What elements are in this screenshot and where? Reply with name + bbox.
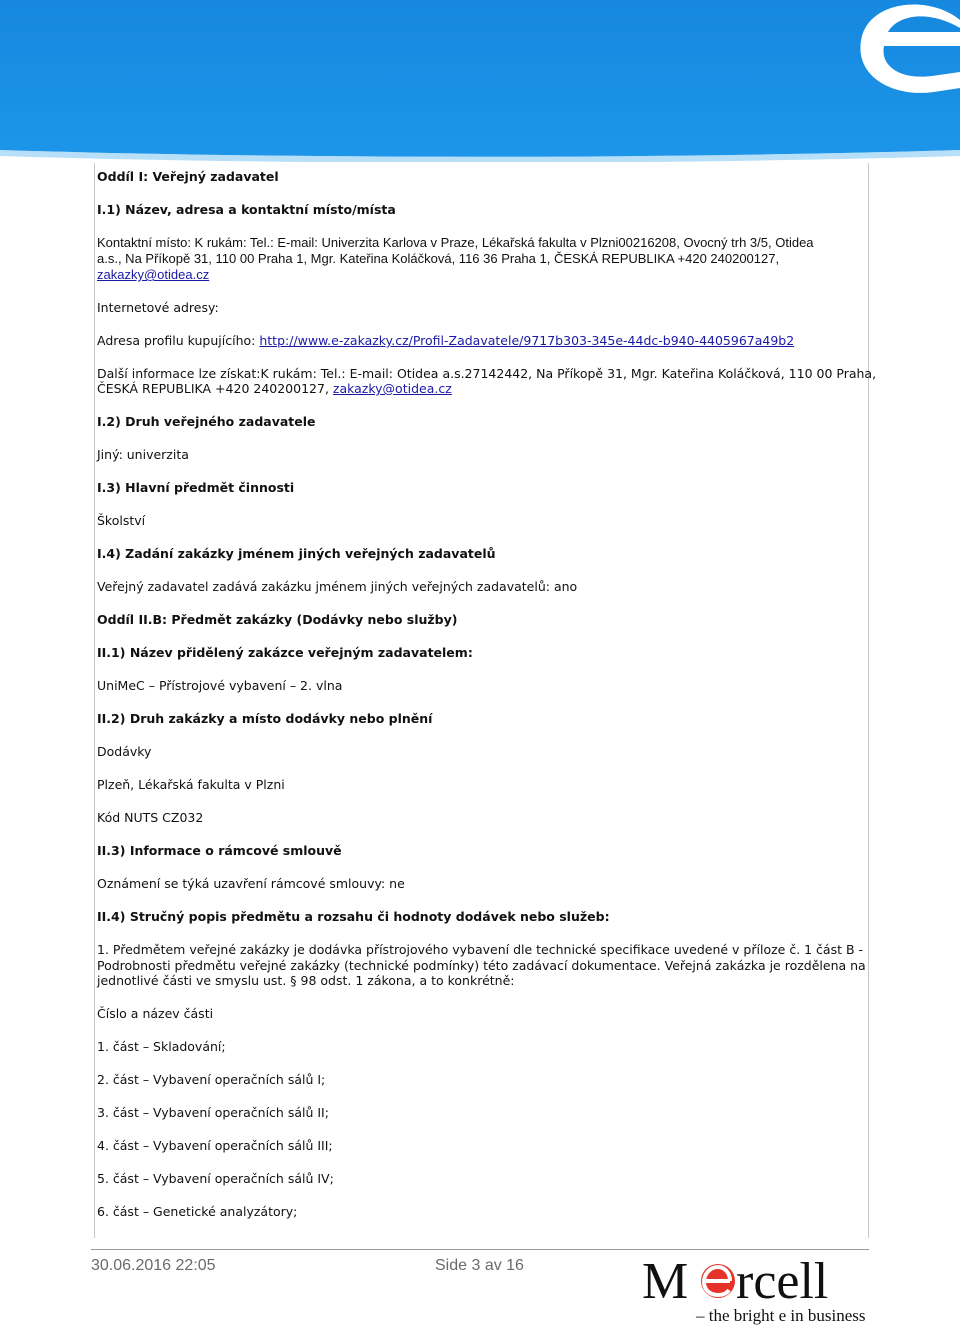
header-banner [0,0,960,162]
buyer-profile-row [97,333,857,348]
description-line-2: Podrobnosti předmětu veřejné zakázky (technické podmínky) této zadávací dokumentace. Veřejná zakázka je rozdělena na [97,958,866,973]
more-info-country: ČESKÁ REPUBLIKA +420 240200127, [97,381,329,396]
footer-divider [91,1249,869,1250]
buyer-profile-label: Adresa profilu kupujícího: [97,333,256,348]
contact-line-2: a.s., Na Příkopě 31, 110 00 Praha 1, Mgr. Kateřina Koláčková, 116 36 Praha 1, ČESKÁ REPUBLIKA +420 240200127, [97,251,780,266]
section-2-3-heading: II.3) Informace o rámcové smlouvě [97,843,342,858]
footer-page-number: Side 3 av 16 [435,1257,524,1274]
section-2-heading: Oddíl II.B: Předmět zakázky (Dodávky nebo služby) [97,612,458,627]
parts-label: Číslo a název části [97,1006,214,1021]
footer-datetime: 30.06.2016 22:05 [91,1257,216,1274]
list-item: 6. část – Genetické analyzátory; [97,1204,298,1219]
mercell-logo [640,1252,868,1326]
contract-title-value: UniMeC – Přístrojové vybavení – 2. vlna [97,678,343,693]
list-item: 1. část – Skladování; [97,1039,226,1054]
section-2-2-heading: II.2) Druh zakázky a místo dodávky nebo plnění [97,711,433,726]
buyer-profile-link[interactable]: http://www.e-zakazky.cz/Profil-Zadavatele/9717b303-345e-44dc-b940-4405967a49b2 [259,333,795,348]
list-item: 2. část – Vybavení operačních sálů I; [97,1072,326,1087]
section-1-1-heading: I.1) Název, adresa a kontaktní místo/místa [97,202,396,217]
internet-addresses-label: Internetové adresy: [97,300,219,315]
delivery-place-value: Plzeň, Lékařská fakulta v Plzni [97,777,285,792]
framework-value: Oznámení se týká uzavření rámcové smlouvy: ne [97,876,405,891]
more-info-email-link[interactable]: zakazky@otidea.cz [332,381,452,396]
section-1-2-heading: I.2) Druh veřejného zadavatele [97,414,316,429]
logo-tagline: – the bright e in business [696,1306,866,1325]
svg-text:rcell: rcell [736,1253,829,1310]
section-1-heading: Oddíl I: Veřejný zadavatel [97,169,279,184]
more-info-line-2 [97,381,857,396]
description-line-1: 1. Předmětem veřejné zakázky je dodávka přístrojového vybavení dle technické specifikace uvedené v příloze č. 1 část B - [97,942,864,957]
contact-email-link[interactable]: zakazky@otidea.cz [97,267,210,282]
contact-line-1: Kontaktní místo: K rukám: Tel.: E-mail: Univerzita Karlova v Praze, Lékařská fakulta v Plzni00216208, Ovocný trh 3/5, Otidea [97,235,814,250]
more-info-line-1: Další informace lze získat:K rukám: Tel.: E-mail: Otidea a.s.27142442, Na Příkopě 31, Mgr. Kateřina Koláčková, 110 00 Praha, [97,366,877,381]
list-item: 3. část – Vybavení operačních sálů II; [97,1105,329,1120]
section-2-1-heading: II.1) Název přidělený zakázce veřejným zadavatelem: [97,645,473,660]
description-line-3: jednotlivé části ve smyslu ust. § 98 odst. 1 zákona, a to konkrétně: [97,973,515,988]
section-2-4-heading: II.4) Stručný popis předmětu a rozsahu či hodnoty dodávek nebo služeb: [97,909,610,924]
authority-type-value: Jiný: univerzita [97,447,189,462]
on-behalf-value: Veřejný zadavatel zadává zakázku jménem jiných veřejných zadavatelů: ano [97,579,578,594]
nuts-code-value: Kód NUTS CZ032 [97,810,204,825]
svg-text:M: M [642,1253,689,1310]
list-item: 4. část – Vybavení operačních sálů III; [97,1138,333,1153]
list-item: 5. část – Vybavení operačních sálů IV; [97,1171,334,1186]
contract-kind-value: Dodávky [97,744,152,759]
section-1-4-heading: I.4) Zadání zakázky jménem jiných veřejných zadavatelů [97,546,496,561]
section-1-3-heading: I.3) Hlavní předmět činnosti [97,480,295,495]
main-activity-value: Školství [97,513,146,528]
